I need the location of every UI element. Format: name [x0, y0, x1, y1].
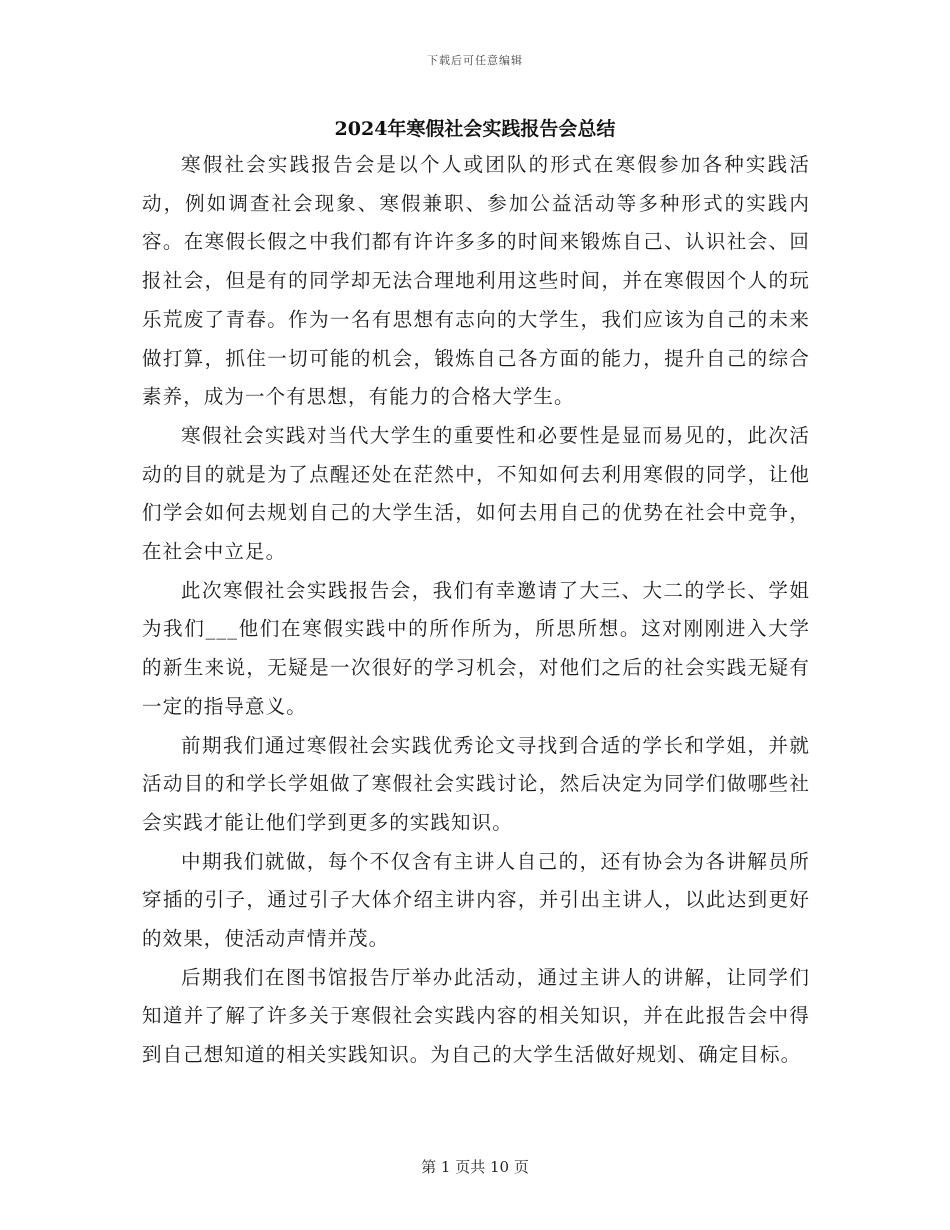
- document-title: 2024年寒假社会实践报告会总结: [334, 118, 616, 140]
- paragraph-mid-stage: 中期我们就做，每个不仅含有主讲人自己的，还有协会为各讲解员所穿插的引子，通过引子大体介绍主讲内容，并引出主讲人，以此达到更好的效果，使活动声情并茂。: [142, 849, 810, 951]
- header-note: 下载后可任意编辑: [427, 54, 523, 67]
- paragraph-importance: 寒假社会实践对当代大学生的重要性和必要性是显而易见的，此次活动的目的就是为了点醒还处在茫然中，不知如何去利用寒假的同学，让他们学会如何去规划自己的大学生活，如何去用自己的优势在社会中竞争，在社会中立足。: [142, 423, 810, 564]
- paragraph-early-stage: 前期我们通过寒假社会实践优秀论文寻找到合适的学长和学姐，并就活动目的和学长学姐做了寒假社会实践讨论，然后决定为同学们做哪些社会实践才能让他们学到更多的实践知识。: [142, 733, 810, 834]
- paragraph-intro: 寒假社会实践报告会是以个人或团队的形式在寒假参加各种实践活动，例如调查社会现象、寒假兼职、参加公益活动等多种形式的实践内容。在寒假长假之中我们都有许许多多的时间来锻炼自己、认识社会、回报社会，但是有的同学却无法合理地利用这些时间，并在寒假因个人的玩乐荒废了青春。作为一名有思想有志向的大学生，我们应该为自己的未来做打算，抓住一切可能的机会，锻炼自己各方面的能力，提升自己的综合素养，成为一个有思想，有能力的合格大学生。: [142, 153, 810, 409]
- paragraph-invitation: 此次寒假社会实践报告会，我们有幸邀请了大三、大二的学长、学姐为我们___他们在寒假实践中的所作所为，所思所想。这对刚刚进入大学的新生来说，无疑是一次很好的学习机会，对他们之后的社会实践无疑有一定的指导意义。: [142, 578, 810, 718]
- paragraph-late-stage: 后期我们在图书馆报告厅举办此活动，通过主讲人的讲解，让同学们知道并了解了许多关于寒假社会实践内容的相关知识，并在此报告会中得到自己想知道的相关实践知识。为自己的大学生活做好规划、确定目标。: [142, 965, 810, 1067]
- document-body: [142, 146, 810, 1075]
- page-number: 第 1 页共 10 页: [421, 1158, 529, 1176]
